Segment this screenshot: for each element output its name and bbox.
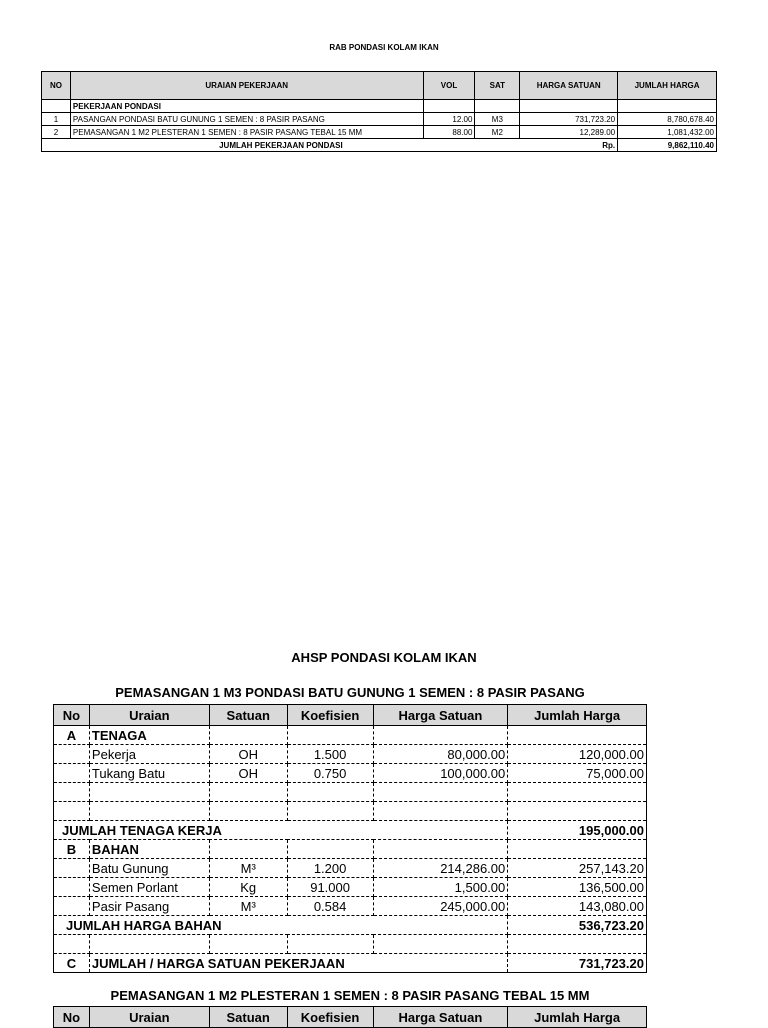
ahsp-header-koef: Koefisien: [287, 705, 373, 726]
ahsp-cell-jumlah: 143,080.00: [508, 897, 647, 916]
ahsp-cell-satuan: OH: [209, 745, 287, 764]
ahsp-cell-harga: 100,000.00: [373, 764, 508, 783]
ahsp-cell-satuan: M³: [209, 859, 287, 878]
ahsp-table-1: [53, 704, 647, 973]
table-row: [54, 859, 647, 878]
ahsp-cell-harga: 1,500.00: [373, 878, 508, 897]
rab-cell-no: 1: [42, 113, 71, 126]
rab-section-label: PEKERJAAN PONDASI: [70, 100, 423, 113]
rab-cell-sat: M3: [475, 113, 520, 126]
ahsp-cell-jumlah: 75,000.00: [508, 764, 647, 783]
ahsp-subtotal-value: 195,000.00: [508, 821, 647, 840]
ahsp-cell-harga: 245,000.00: [373, 897, 508, 916]
rab-cell-jumlah: 1,081,432.00: [618, 126, 717, 139]
ahsp-cell-uraian: Semen Porlant: [89, 878, 209, 897]
rab-section-row: [42, 100, 717, 113]
table-row: [54, 764, 647, 783]
rab-cell-harga: 731,723.20: [520, 113, 618, 126]
ahsp-header-harga: Harga Satuan: [373, 705, 508, 726]
ahsp-group-label: TENAGA: [89, 726, 209, 745]
rab-total-currency: Rp.: [520, 139, 618, 152]
ahsp-header-jumlah: Jumlah Harga: [508, 1007, 647, 1028]
ahsp-header-satuan: Satuan: [209, 705, 287, 726]
ahsp-cell-uraian: Batu Gunung: [89, 859, 209, 878]
rab-cell-jumlah: 8,780,678.40: [618, 113, 717, 126]
ahsp-cell-koef: 1.200: [287, 859, 373, 878]
ahsp-table-2: [53, 1006, 647, 1028]
table-row-empty: [54, 935, 647, 954]
ahsp-title: AHSP PONDASI KOLAM IKAN: [291, 650, 477, 665]
ahsp-cell-harga: 80,000.00: [373, 745, 508, 764]
ahsp-subtitle-2: PEMASANGAN 1 M2 PLESTERAN 1 SEMEN : 8 PASIR PASANG TEBAL 15 MM: [110, 988, 590, 1003]
rab-cell-no: 2: [42, 126, 71, 139]
ahsp-subtotal-row: [54, 916, 647, 935]
ahsp-subtotal-label: JUMLAH HARGA BAHAN: [54, 916, 508, 935]
ahsp-subtotal-value: 536,723.20: [508, 916, 647, 935]
ahsp-cell-koef: 0.750: [287, 764, 373, 783]
ahsp-total-value: 731,723.20: [508, 954, 647, 973]
ahsp-cell-koef: 1.500: [287, 745, 373, 764]
rab-cell-vol: 12.00: [423, 113, 475, 126]
rab-header-no: NO: [42, 72, 71, 100]
ahsp-total-row: [54, 954, 647, 973]
table-row: [54, 745, 647, 764]
ahsp-group-a: [54, 726, 647, 745]
ahsp-group-no: A: [54, 726, 90, 745]
ahsp-cell-satuan: Kg: [209, 878, 287, 897]
ahsp-header-no: No: [54, 705, 90, 726]
ahsp-cell-uraian: Tukang Batu: [89, 764, 209, 783]
ahsp-header-harga: Harga Satuan: [373, 1007, 508, 1028]
ahsp-cell-uraian: Pekerja: [89, 745, 209, 764]
ahsp-group-label: BAHAN: [89, 840, 209, 859]
rab-cell-uraian: PASANGAN PONDASI BATU GUNUNG 1 SEMEN : 8 PASIR PASANG: [70, 113, 423, 126]
table-row-empty: [54, 802, 647, 821]
ahsp-group-no: B: [54, 840, 90, 859]
rab-header-jumlah: JUMLAH HARGA: [618, 72, 717, 100]
rab-header-uraian: URAIAN PEKERJAAN: [70, 72, 423, 100]
ahsp-subtotal-label: JUMLAH TENAGA KERJA: [54, 821, 508, 840]
ahsp-header-row: [54, 1007, 647, 1028]
table-row: [54, 878, 647, 897]
ahsp-cell-satuan: M³: [209, 897, 287, 916]
rab-table: [41, 71, 717, 152]
rab-title: RAB PONDASI KOLAM IKAN: [329, 43, 439, 52]
ahsp-header-no: No: [54, 1007, 90, 1028]
ahsp-cell-koef: 91.000: [287, 878, 373, 897]
rab-header-sat: SAT: [475, 72, 520, 100]
ahsp-cell-satuan: OH: [209, 764, 287, 783]
ahsp-header-uraian: Uraian: [89, 705, 209, 726]
ahsp-total-label: JUMLAH / HARGA SATUAN PEKERJAAN: [89, 954, 507, 973]
ahsp-group-no: C: [54, 954, 90, 973]
rab-total-label: JUMLAH PEKERJAAN PONDASI: [42, 139, 520, 152]
rab-total-row: [42, 139, 717, 152]
table-row-empty: [54, 783, 647, 802]
rab-cell-uraian: PEMASANGAN 1 M2 PLESTERAN 1 SEMEN : 8 PASIR PASANG TEBAL 15 MM: [70, 126, 423, 139]
ahsp-group-b: [54, 840, 647, 859]
rab-cell-harga: 12,289.00: [520, 126, 618, 139]
table-row: [42, 113, 717, 126]
ahsp-cell-jumlah: 136,500.00: [508, 878, 647, 897]
ahsp-cell-jumlah: 120,000.00: [508, 745, 647, 764]
ahsp-header-jumlah: Jumlah Harga: [508, 705, 647, 726]
rab-total-value: 9,862,110.40: [618, 139, 717, 152]
rab-cell-vol: 88.00: [423, 126, 475, 139]
table-row: [42, 126, 717, 139]
ahsp-header-row: [54, 705, 647, 726]
ahsp-subtitle-1: PEMASANGAN 1 M3 PONDASI BATU GUNUNG 1 SEMEN : 8 PASIR PASANG: [115, 685, 585, 700]
ahsp-cell-uraian: Pasir Pasang: [89, 897, 209, 916]
ahsp-header-koef: Koefisien: [287, 1007, 373, 1028]
ahsp-header-satuan: Satuan: [209, 1007, 287, 1028]
ahsp-subtotal-row: [54, 821, 647, 840]
table-row: [54, 897, 647, 916]
rab-header-vol: VOL: [423, 72, 475, 100]
rab-header-row: [42, 72, 717, 100]
ahsp-header-uraian: Uraian: [89, 1007, 209, 1028]
rab-cell-sat: M2: [475, 126, 520, 139]
ahsp-cell-harga: 214,286.00: [373, 859, 508, 878]
ahsp-cell-koef: 0.584: [287, 897, 373, 916]
rab-header-harga: HARGA SATUAN: [520, 72, 618, 100]
ahsp-cell-jumlah: 257,143.20: [508, 859, 647, 878]
